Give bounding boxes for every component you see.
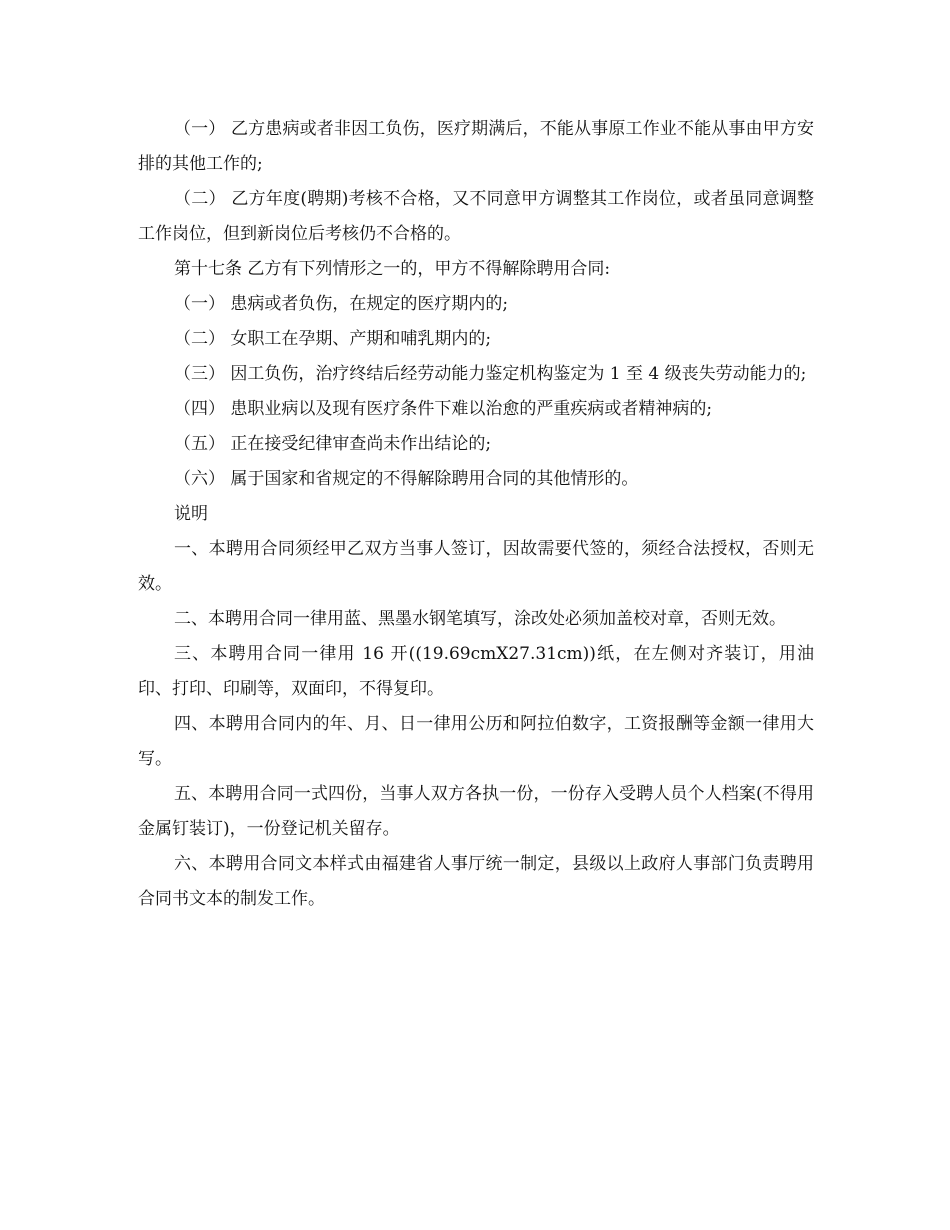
paragraph-article-17-item-1: （一） 患病或者负伤，在规定的医疗期内的;	[174, 294, 509, 314]
paragraph-note-5: 五、本聘用合同一式四份，当事人双方各执一份，一份存入受聘人员个人档案(不得用金属钉装订)，一份登记机关留存。	[138, 784, 814, 839]
paragraph-article-17-item-5: （五） 正在接受纪律审查尚未作出结论的;	[174, 434, 492, 454]
paragraph-note-2: 二、本聘用合同一律用蓝、黑墨水钢笔填写，涂改处必须加盖校对章，否则无效。	[174, 609, 786, 629]
paragraph-article-17-item-3: （三） 因工负伤，治疗终结后经劳动能力鉴定机构鉴定为 1 至 4 级丧失劳动能力的;	[174, 364, 807, 384]
paragraph-note-1: 一、本聘用合同须经甲乙双方当事人签订，因故需要代签的，须经合法授权，否则无效。	[138, 539, 814, 594]
paragraph-article-17-heading: 第十七条 乙方有下列情形之一的，甲方不得解除聘用合同:	[174, 259, 611, 279]
paragraph-article-17-item-6: （六） 属于国家和省规定的不得解除聘用合同的其他情形的。	[174, 469, 639, 489]
paragraph-note-3: 三、本聘用合同一律用 16 开((19.69cmX27.31cm))纸，在左侧对齐装订，用油印、打印、印刷等，双面印，不得复印。	[138, 644, 814, 699]
document-body	[138, 112, 814, 917]
paragraph-note-6: 六、本聘用合同文本样式由福建省人事厅统一制定，县级以上政府人事部门负责聘用合同书文本的制发工作。	[138, 854, 814, 909]
paragraph-article-17-item-4: （四） 患职业病以及现有医疗条件下难以治愈的严重疾病或者精神病的;	[174, 399, 713, 419]
paragraph-clause-16-item-2: （二） 乙方年度(聘期)考核不合格，又不同意甲方调整其工作岗位，或者虽同意调整工作岗位，但到新岗位后考核仍不合格的。	[138, 189, 814, 244]
section-heading-notes: 说明	[174, 504, 208, 524]
paragraph-article-17-item-2: （二） 女职工在孕期、产期和哺乳期内的;	[174, 329, 492, 349]
paragraph-note-4: 四、本聘用合同内的年、月、日一律用公历和阿拉伯数字，工资报酬等金额一律用大写。	[138, 714, 814, 769]
paragraph-clause-16-item-1: （一） 乙方患病或者非因工负伤，医疗期满后，不能从事原工作业不能从事由甲方安排的其他工作的;	[138, 119, 814, 174]
